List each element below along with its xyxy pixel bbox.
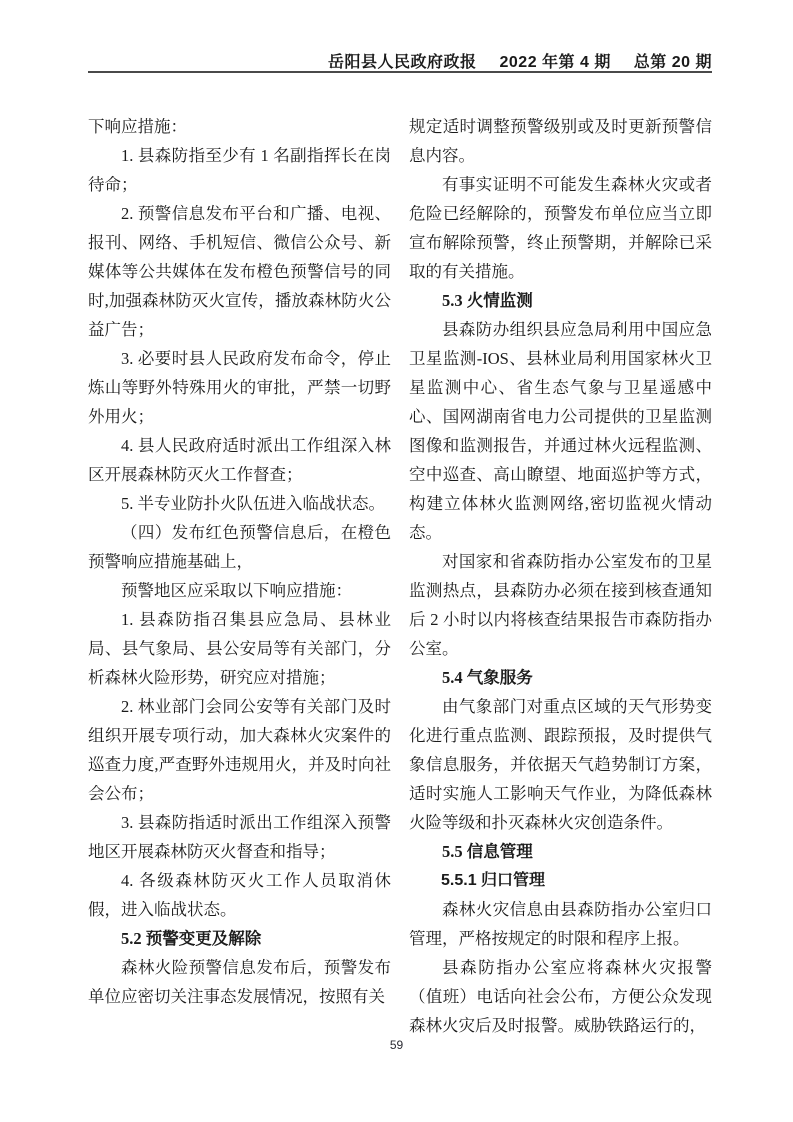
paragraph: 1. 县森防指至少有 1 名副指挥长在岗待命； bbox=[88, 146, 391, 194]
section-heading: 5.3 火情监测 bbox=[442, 291, 533, 310]
paragraph: 2. 预警信息发布平台和广播、电视、报刊、网络、手机短信、微信公众号、新媒体等公共媒体在发布橙色预警信号的同时,加强森林防灭火宣传，播放森林防火公益广告； bbox=[88, 204, 391, 339]
paragraph: 县森防办组织县应急局利用中国应急卫星监测-IOS、县林业局利用国家林火卫星监测中心、省生态气象与卫星遥感中心、国网湖南省电力公司提供的卫星监测图像和监测报告，并通过林火远程监测、空中巡查、高山瞭望、地面巡护等方式，构建立体林火监测网络,密切监视火情动态。 bbox=[409, 320, 712, 542]
gazette-issue: 2022 年第 4 期 bbox=[499, 54, 611, 71]
paragraph: 森林火险预警信息发布后，预警发布单位应密切关注事态发展情况，按照有关 bbox=[88, 958, 391, 1006]
paragraph: 4. 县人民政府适时派出工作组深入林区开展森林防灭火工作督查； bbox=[88, 436, 391, 484]
paragraph: 3. 县森防指适时派出工作组深入预警地区开展森林防灭火督查和指导； bbox=[88, 813, 391, 861]
paragraph: 森林火灾信息由县森防指办公室归口管理，严格按规定的时限和程序上报。 bbox=[409, 900, 712, 948]
gazette-title: 岳阳县人民政府政报 bbox=[328, 54, 477, 71]
page-footer bbox=[0, 1038, 793, 1052]
paragraph: 1. 县森防指召集县应急局、县林业局、县气象局、县公安局等有关部门，分析森林火险形势，研究应对措施； bbox=[88, 610, 391, 687]
paragraph: 由气象部门对重点区域的天气形势变化进行重点监测、跟踪预报，及时提供气象信息服务，并依据天气趋势制订方案，适时实施人工影响天气作业，为降低森林火险等级和扑灭森林火灾创造条件。 bbox=[409, 697, 712, 832]
paragraph: 4. 各级森林防灭火工作人员取消休假，进入临战状态。 bbox=[88, 871, 391, 919]
paragraph: （四）发布红色预警信息后，在橙色预警响应措施基础上， bbox=[88, 523, 391, 571]
header-rule bbox=[88, 71, 712, 73]
paragraph: 2. 林业部门会同公安等有关部门及时组织开展专项行动，加大森林火灾案件的巡查力度,严查野外违规用火，并及时向社会公布； bbox=[88, 697, 391, 803]
paragraph: 3. 必要时县人民政府发布命令，停止炼山等野外特殊用火的审批，严禁一切野外用火； bbox=[88, 349, 391, 426]
paragraph: 下响应措施： bbox=[88, 117, 187, 136]
header-text bbox=[88, 49, 712, 72]
content-columns bbox=[88, 112, 712, 1040]
left-column bbox=[88, 112, 391, 1040]
paragraph: 规定适时调整预警级别或及时更新预警信息内容。 bbox=[409, 117, 712, 165]
paragraph: 5. 半专业防扑火队伍进入临战状态。 bbox=[121, 494, 385, 513]
section-heading: 5.2 预警变更及解除 bbox=[121, 929, 262, 948]
paragraph: 有事实证明不可能发生森林火灾或者危险已经解除的，预警发布单位应当立即宣布解除预警，终止预警期，并解除已采取的有关措施。 bbox=[409, 175, 712, 281]
right-column bbox=[409, 112, 712, 1040]
paragraph: 县森防指办公室应将森林火灾报警（值班）电话向社会公布，方便公众发现森林火灾后及时报警。威胁铁路运行的， bbox=[409, 958, 712, 1035]
page-number: 59 bbox=[389, 1038, 404, 1052]
paragraph: 对国家和省森防指办公室发布的卫星监测热点，县森防办必须在接到核查通知后 2 小时以内将核查结果报告市森防指办公室。 bbox=[409, 552, 712, 658]
section-heading: 5.4 气象服务 bbox=[442, 668, 533, 687]
gazette-volume: 总第 20 期 bbox=[633, 54, 712, 71]
section-heading: 5.5 信息管理 bbox=[442, 842, 533, 861]
section-heading: 5.5.1 归口管理 bbox=[441, 872, 546, 889]
paragraph: 预警地区应采取以下响应措施： bbox=[121, 581, 352, 600]
